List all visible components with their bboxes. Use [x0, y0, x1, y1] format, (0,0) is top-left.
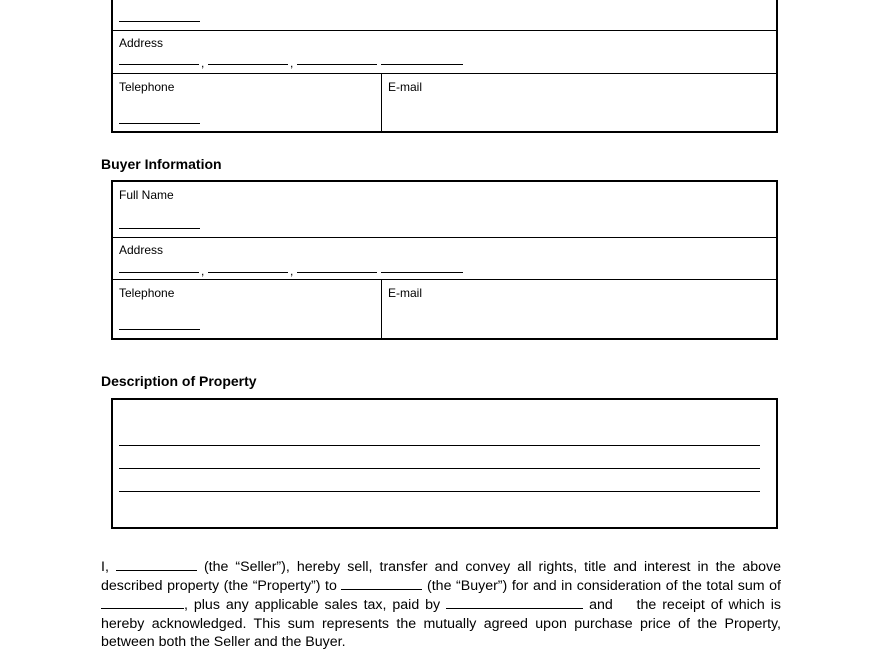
buyer-address-street-line[interactable] — [119, 272, 199, 273]
statement-part-4: , plus any applicable sales tax, paid by — [184, 597, 441, 614]
buyer-information-heading: Buyer Information — [101, 156, 222, 172]
seller-address-row — [113, 30, 776, 74]
buyer-full-name-label: Full Name — [119, 188, 174, 202]
statement-part-3: (the “Buyer”) for and in consideration of the total sum of — [427, 578, 781, 595]
seller-telephone-line[interactable] — [119, 123, 200, 124]
seller-address-comma-2: , — [290, 56, 294, 70]
statement-part-6: the receipt of which is hereby acknowledged. This sum represents the mutually agreed upon purchase price of the Property, between both the Seller and the Buyer. — [101, 597, 781, 650]
description-of-property-heading: Description of Property — [101, 373, 257, 389]
property-description-box — [111, 398, 778, 529]
buyer-address-state-line[interactable] — [297, 272, 377, 273]
buyer-telephone-label: Telephone — [119, 286, 175, 300]
seller-address-label: Address — [119, 36, 164, 50]
seller-address-city-line[interactable] — [208, 64, 288, 65]
seller-address-zip-line[interactable] — [381, 64, 463, 65]
buyer-address-city-line[interactable] — [208, 272, 288, 273]
statement-part-1: I, — [101, 559, 109, 575]
buyer-email-label: E-mail — [388, 286, 423, 300]
seller-contact-row — [113, 73, 776, 132]
statement-part-2: (the “Seller”), hereby sell, transfer and convey all rights, title and interest in the above described property (the “Property”) to — [101, 559, 781, 595]
buyer-full-name-line[interactable] — [119, 228, 200, 229]
buyer-address-label: Address — [119, 243, 164, 257]
buyer-address-zip-line[interactable] — [381, 272, 463, 273]
buyer-info-box — [111, 180, 778, 340]
statement-part-5: and — [589, 597, 613, 614]
property-description-line-3[interactable] — [119, 491, 760, 492]
seller-address-comma-1: , — [201, 56, 205, 70]
buyer-address-comma-2: , — [290, 264, 294, 278]
buyer-address-row — [113, 237, 776, 280]
buyer-telephone-line[interactable] — [119, 329, 200, 330]
buyer-contact-row — [113, 279, 776, 339]
total-sum-blank[interactable] — [101, 595, 184, 609]
seller-name-field-line[interactable] — [119, 21, 200, 22]
buyer-contact-divider — [381, 280, 382, 339]
property-description-line-1[interactable] — [119, 445, 760, 446]
seller-email-label: E-mail — [388, 80, 423, 94]
seller-telephone-label: Telephone — [119, 80, 175, 94]
seller-address-state-line[interactable] — [297, 64, 377, 65]
seller-contact-divider — [381, 74, 382, 132]
payment-method-blank[interactable] — [446, 595, 583, 609]
property-description-line-2[interactable] — [119, 468, 760, 469]
sale-statement-paragraph — [101, 557, 781, 651]
buyer-address-comma-1: , — [201, 264, 205, 278]
seller-address-street-line[interactable] — [119, 64, 199, 65]
seller-name-blank[interactable] — [116, 557, 197, 571]
buyer-name-blank[interactable] — [341, 576, 422, 590]
seller-info-box — [111, 0, 778, 133]
